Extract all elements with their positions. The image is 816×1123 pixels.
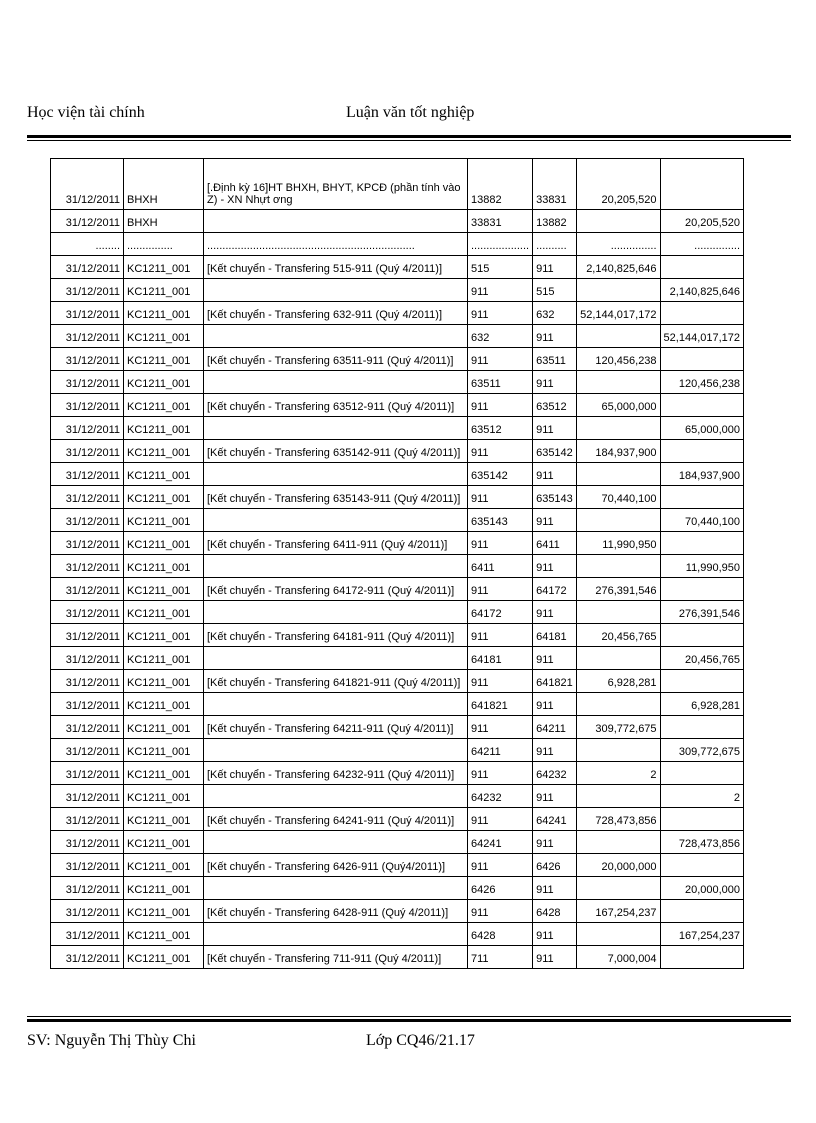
row-debit-amount: 20,456,765 <box>577 624 660 647</box>
row-credit-account: 911 <box>533 256 577 279</box>
row-credit-amount <box>660 302 743 325</box>
row-date: 31/12/2011 <box>51 578 124 601</box>
row-description <box>204 647 468 670</box>
row-debit-account: 911 <box>468 670 533 693</box>
row-date: 31/12/2011 <box>51 302 124 325</box>
row-debit-amount <box>577 923 660 946</box>
row-credit-amount: 167,254,237 <box>660 923 743 946</box>
table-row <box>51 210 744 233</box>
row-date: 31/12/2011 <box>51 532 124 555</box>
row-credit-account: 63511 <box>533 348 577 371</box>
row-description <box>204 325 468 348</box>
row-debit-amount: 309,772,675 <box>577 716 660 739</box>
table-row <box>51 670 744 693</box>
row-description: [Kết chuyển - Transfering 64211-911 (Quý 4/2011)] <box>204 716 468 739</box>
row-description: [Kết chuyển - Transfering 6426-911 (Quý4/2011)] <box>204 854 468 877</box>
table-row <box>51 486 744 509</box>
row-date: 31/12/2011 <box>51 647 124 670</box>
ledger-body <box>51 159 744 969</box>
row-doc-number: KC1211_001 <box>124 532 204 555</box>
table-row <box>51 325 744 348</box>
row-date: 31/12/2011 <box>51 624 124 647</box>
table-row <box>51 831 744 854</box>
table-row <box>51 348 744 371</box>
row-credit-amount: 70,440,100 <box>660 509 743 532</box>
row-debit-account: 911 <box>468 624 533 647</box>
row-date: 31/12/2011 <box>51 716 124 739</box>
table-row <box>51 877 744 900</box>
row-description: [Kết chuyển - Transfering 63511-911 (Quý 4/2011)] <box>204 348 468 371</box>
row-credit-amount <box>660 348 743 371</box>
row-date: 31/12/2011 <box>51 946 124 969</box>
row-debit-amount: 276,391,546 <box>577 578 660 601</box>
row-doc-number: KC1211_001 <box>124 578 204 601</box>
row-doc-number: ............... <box>124 233 204 256</box>
row-date: 31/12/2011 <box>51 854 124 877</box>
row-credit-amount: 120,456,238 <box>660 371 743 394</box>
row-credit-account: 6411 <box>533 532 577 555</box>
row-debit-account: 64241 <box>468 831 533 854</box>
row-credit-account: 911 <box>533 785 577 808</box>
row-doc-number: KC1211_001 <box>124 854 204 877</box>
row-debit-amount: 6,928,281 <box>577 670 660 693</box>
row-debit-account: 911 <box>468 854 533 877</box>
row-doc-number: KC1211_001 <box>124 509 204 532</box>
row-description: [Kết chuyển - Transfering 641821-911 (Quý 4/2011)] <box>204 670 468 693</box>
row-debit-amount: 167,254,237 <box>577 900 660 923</box>
row-credit-amount <box>660 578 743 601</box>
row-description <box>204 417 468 440</box>
row-credit-amount <box>660 946 743 969</box>
footer-rule-thick <box>27 1019 791 1022</box>
footer-rule-thin <box>27 1016 791 1017</box>
row-debit-amount <box>577 325 660 348</box>
row-credit-account: 635143 <box>533 486 577 509</box>
row-doc-number: KC1211_001 <box>124 601 204 624</box>
row-doc-number: KC1211_001 <box>124 256 204 279</box>
row-doc-number: KC1211_001 <box>124 693 204 716</box>
row-credit-amount <box>660 762 743 785</box>
row-description <box>204 210 468 233</box>
row-debit-amount: 11,990,950 <box>577 532 660 555</box>
table-row <box>51 302 744 325</box>
row-description <box>204 739 468 762</box>
row-debit-amount <box>577 463 660 486</box>
row-debit-account: 632 <box>468 325 533 348</box>
row-credit-account: 911 <box>533 647 577 670</box>
row-debit-account: 64211 <box>468 739 533 762</box>
row-credit-amount: 11,990,950 <box>660 555 743 578</box>
row-date: 31/12/2011 <box>51 279 124 302</box>
row-description: [Kết chuyển - Transfering 6428-911 (Quý 4/2011)] <box>204 900 468 923</box>
table-row <box>51 624 744 647</box>
row-description <box>204 693 468 716</box>
row-credit-amount <box>660 716 743 739</box>
row-credit-account: 632 <box>533 302 577 325</box>
row-date: 31/12/2011 <box>51 670 124 693</box>
row-credit-account: 64232 <box>533 762 577 785</box>
row-description: [Kết chuyển - Transfering 6411-911 (Quý 4/2011)] <box>204 532 468 555</box>
row-credit-amount <box>660 670 743 693</box>
row-credit-account: 911 <box>533 509 577 532</box>
row-doc-number: KC1211_001 <box>124 670 204 693</box>
row-credit-account: 911 <box>533 325 577 348</box>
row-debit-amount: 20,000,000 <box>577 854 660 877</box>
row-description: .................................................................... <box>204 233 468 256</box>
row-debit-amount <box>577 647 660 670</box>
row-credit-account: 64172 <box>533 578 577 601</box>
row-date: 31/12/2011 <box>51 440 124 463</box>
row-doc-number: KC1211_001 <box>124 624 204 647</box>
row-doc-number: KC1211_001 <box>124 279 204 302</box>
row-date: 31/12/2011 <box>51 831 124 854</box>
row-debit-amount: 52,144,017,172 <box>577 302 660 325</box>
row-debit-amount: 184,937,900 <box>577 440 660 463</box>
row-debit-account: 635143 <box>468 509 533 532</box>
row-credit-account: 911 <box>533 923 577 946</box>
row-credit-amount <box>660 624 743 647</box>
row-credit-amount: 276,391,546 <box>660 601 743 624</box>
row-debit-amount: ............... <box>577 233 660 256</box>
row-credit-amount: 728,473,856 <box>660 831 743 854</box>
row-date: 31/12/2011 <box>51 417 124 440</box>
row-description: [Kết chuyển - Transfering 64241-911 (Quý 4/2011)] <box>204 808 468 831</box>
row-debit-amount: 65,000,000 <box>577 394 660 417</box>
row-date: 31/12/2011 <box>51 325 124 348</box>
row-debit-account: 63511 <box>468 371 533 394</box>
row-credit-account: 911 <box>533 601 577 624</box>
row-debit-account: 911 <box>468 486 533 509</box>
row-debit-account: 6426 <box>468 877 533 900</box>
row-description <box>204 831 468 854</box>
row-doc-number: KC1211_001 <box>124 946 204 969</box>
header-document-title: Luận văn tốt nghiệp <box>346 104 475 121</box>
row-date: 31/12/2011 <box>51 509 124 532</box>
row-debit-amount <box>577 279 660 302</box>
table-row <box>51 371 744 394</box>
row-credit-account: 911 <box>533 555 577 578</box>
row-doc-number: KC1211_001 <box>124 348 204 371</box>
table-row <box>51 762 744 785</box>
row-date: 31/12/2011 <box>51 808 124 831</box>
row-doc-number: KC1211_001 <box>124 486 204 509</box>
row-debit-amount <box>577 831 660 854</box>
footer-class-code: Lớp CQ46/21.17 <box>366 1032 475 1049</box>
row-doc-number: KC1211_001 <box>124 555 204 578</box>
row-debit-amount <box>577 509 660 532</box>
row-doc-number: KC1211_001 <box>124 877 204 900</box>
row-credit-account: 641821 <box>533 670 577 693</box>
row-debit-account: 515 <box>468 256 533 279</box>
row-credit-amount: 2,140,825,646 <box>660 279 743 302</box>
row-description <box>204 601 468 624</box>
row-credit-amount <box>660 486 743 509</box>
row-debit-account: 911 <box>468 762 533 785</box>
row-credit-account: 911 <box>533 877 577 900</box>
row-credit-amount: 309,772,675 <box>660 739 743 762</box>
row-debit-amount: 2 <box>577 762 660 785</box>
row-debit-amount: 7,000,004 <box>577 946 660 969</box>
table-row <box>51 716 744 739</box>
row-credit-account: 6426 <box>533 854 577 877</box>
row-debit-account: 911 <box>468 394 533 417</box>
table-row <box>51 532 744 555</box>
row-date: 31/12/2011 <box>51 486 124 509</box>
table-row <box>51 159 744 210</box>
table-row <box>51 923 744 946</box>
table-row <box>51 647 744 670</box>
header-institution: Học viện tài chính <box>27 104 145 121</box>
row-credit-account: 63512 <box>533 394 577 417</box>
row-credit-amount <box>660 808 743 831</box>
table-row <box>51 739 744 762</box>
row-date: 31/12/2011 <box>51 877 124 900</box>
row-debit-account: 6411 <box>468 555 533 578</box>
row-debit-account: 13882 <box>468 159 533 210</box>
table-row <box>51 808 744 831</box>
row-description <box>204 923 468 946</box>
row-date: 31/12/2011 <box>51 785 124 808</box>
row-date: 31/12/2011 <box>51 371 124 394</box>
row-description <box>204 509 468 532</box>
row-doc-number: KC1211_001 <box>124 394 204 417</box>
row-date: 31/12/2011 <box>51 394 124 417</box>
row-debit-account: 641821 <box>468 693 533 716</box>
row-doc-number: KC1211_001 <box>124 302 204 325</box>
row-credit-amount: 184,937,900 <box>660 463 743 486</box>
table-row <box>51 900 744 923</box>
row-debit-amount <box>577 739 660 762</box>
table-row <box>51 463 744 486</box>
row-date: 31/12/2011 <box>51 463 124 486</box>
row-debit-amount <box>577 555 660 578</box>
row-debit-amount: 728,473,856 <box>577 808 660 831</box>
row-doc-number: KC1211_001 <box>124 417 204 440</box>
row-date: 31/12/2011 <box>51 900 124 923</box>
row-doc-number: KC1211_001 <box>124 785 204 808</box>
row-debit-account: 711 <box>468 946 533 969</box>
row-credit-account: 64181 <box>533 624 577 647</box>
row-description: [Kết chuyển - Transfering 635142-911 (Quý 4/2011)] <box>204 440 468 463</box>
row-date: 31/12/2011 <box>51 693 124 716</box>
row-debit-amount: 70,440,100 <box>577 486 660 509</box>
row-debit-amount: 20,205,520 <box>577 159 660 210</box>
row-description: [Kết chuyển - Transfering 63512-911 (Quý 4/2011)] <box>204 394 468 417</box>
row-date: 31/12/2011 <box>51 739 124 762</box>
row-credit-account: 64211 <box>533 716 577 739</box>
row-description: [Kết chuyển - Transfering 635143-911 (Quý 4/2011)] <box>204 486 468 509</box>
row-debit-account: 911 <box>468 900 533 923</box>
row-date: 31/12/2011 <box>51 210 124 233</box>
footer-student-name: SV: Nguyễn Thị Thùy Chi <box>27 1032 196 1049</box>
row-doc-number: KC1211_001 <box>124 923 204 946</box>
table-row <box>51 854 744 877</box>
row-description: [Kết chuyển - Transfering 64172-911 (Quý 4/2011)] <box>204 578 468 601</box>
row-description <box>204 371 468 394</box>
table-row <box>51 601 744 624</box>
row-doc-number: KC1211_001 <box>124 716 204 739</box>
row-date: 31/12/2011 <box>51 256 124 279</box>
row-debit-account: ................... <box>468 233 533 256</box>
table-row <box>51 440 744 463</box>
row-date: 31/12/2011 <box>51 762 124 785</box>
row-credit-account: 515 <box>533 279 577 302</box>
row-credit-account: 911 <box>533 946 577 969</box>
row-date: 31/12/2011 <box>51 348 124 371</box>
row-credit-account: 911 <box>533 463 577 486</box>
row-debit-amount <box>577 371 660 394</box>
row-credit-amount <box>660 159 743 210</box>
row-doc-number: KC1211_001 <box>124 762 204 785</box>
table-row <box>51 417 744 440</box>
row-credit-amount: 20,205,520 <box>660 210 743 233</box>
table-row <box>51 256 744 279</box>
table-row <box>51 785 744 808</box>
row-credit-account: 911 <box>533 371 577 394</box>
row-debit-account: 6428 <box>468 923 533 946</box>
row-credit-account: 64241 <box>533 808 577 831</box>
row-debit-amount: 120,456,238 <box>577 348 660 371</box>
row-debit-account: 911 <box>468 716 533 739</box>
row-description <box>204 877 468 900</box>
table-row <box>51 509 744 532</box>
row-credit-account: 6428 <box>533 900 577 923</box>
row-debit-amount <box>577 210 660 233</box>
row-credit-amount <box>660 394 743 417</box>
row-debit-amount: 2,140,825,646 <box>577 256 660 279</box>
row-credit-amount <box>660 256 743 279</box>
row-debit-account: 64181 <box>468 647 533 670</box>
table-row <box>51 693 744 716</box>
row-credit-amount: 6,928,281 <box>660 693 743 716</box>
table-row <box>51 394 744 417</box>
row-debit-amount <box>577 877 660 900</box>
row-credit-account: 911 <box>533 739 577 762</box>
row-credit-account: 635142 <box>533 440 577 463</box>
row-doc-number: KC1211_001 <box>124 371 204 394</box>
row-credit-amount: 52,144,017,172 <box>660 325 743 348</box>
table-row <box>51 555 744 578</box>
row-description: [Kết chuyển - Transfering 515-911 (Quý 4/2011)] <box>204 256 468 279</box>
row-credit-amount: 65,000,000 <box>660 417 743 440</box>
row-credit-account: 911 <box>533 693 577 716</box>
row-description <box>204 279 468 302</box>
row-debit-amount <box>577 785 660 808</box>
row-description: [Kết chuyển - Transfering 632-911 (Quý 4/2011)] <box>204 302 468 325</box>
row-debit-account: 63512 <box>468 417 533 440</box>
row-credit-amount <box>660 532 743 555</box>
row-credit-account: .......... <box>533 233 577 256</box>
row-doc-number: KC1211_001 <box>124 647 204 670</box>
table-row <box>51 946 744 969</box>
row-debit-account: 64172 <box>468 601 533 624</box>
row-credit-amount: 20,456,765 <box>660 647 743 670</box>
row-credit-amount <box>660 854 743 877</box>
row-credit-account: 33831 <box>533 159 577 210</box>
row-doc-number: BHXH <box>124 210 204 233</box>
row-debit-account: 911 <box>468 532 533 555</box>
row-description <box>204 785 468 808</box>
row-debit-account: 911 <box>468 302 533 325</box>
row-debit-account: 911 <box>468 440 533 463</box>
row-debit-account: 911 <box>468 279 533 302</box>
row-date: 31/12/2011 <box>51 601 124 624</box>
row-debit-amount <box>577 417 660 440</box>
row-doc-number: BHXH <box>124 159 204 210</box>
row-doc-number: KC1211_001 <box>124 325 204 348</box>
row-doc-number: KC1211_001 <box>124 831 204 854</box>
row-credit-amount: 20,000,000 <box>660 877 743 900</box>
row-debit-amount <box>577 693 660 716</box>
row-date: 31/12/2011 <box>51 923 124 946</box>
table-row <box>51 578 744 601</box>
row-doc-number: KC1211_001 <box>124 739 204 762</box>
row-credit-account: 13882 <box>533 210 577 233</box>
row-credit-amount <box>660 900 743 923</box>
row-debit-account: 33831 <box>468 210 533 233</box>
row-description: [Kết chuyển - Transfering 64181-911 (Quý 4/2011)] <box>204 624 468 647</box>
row-credit-amount: ............... <box>660 233 743 256</box>
row-doc-number: KC1211_001 <box>124 808 204 831</box>
row-debit-amount <box>577 601 660 624</box>
row-credit-account: 911 <box>533 417 577 440</box>
row-debit-account: 911 <box>468 808 533 831</box>
row-doc-number: KC1211_001 <box>124 900 204 923</box>
row-credit-account: 911 <box>533 831 577 854</box>
header-rule-thin <box>27 140 791 141</box>
row-debit-account: 911 <box>468 578 533 601</box>
header-rule-thick <box>27 135 791 138</box>
row-description: [.Định kỳ 16]HT BHXH, BHYT, KPCĐ (phần tính vào Z) - XN Nhựt ơng <box>204 159 468 210</box>
row-debit-account: 64232 <box>468 785 533 808</box>
row-description: [Kết chuyển - Transfering 64232-911 (Quý 4/2011)] <box>204 762 468 785</box>
row-description: [Kết chuyển - Transfering 711-911 (Quý 4/2011)] <box>204 946 468 969</box>
row-doc-number: KC1211_001 <box>124 463 204 486</box>
row-date: 31/12/2011 <box>51 159 124 210</box>
row-doc-number: KC1211_001 <box>124 440 204 463</box>
table-row <box>51 279 744 302</box>
row-date: 31/12/2011 <box>51 555 124 578</box>
row-debit-account: 635142 <box>468 463 533 486</box>
ledger-table <box>50 158 744 969</box>
row-description <box>204 555 468 578</box>
row-debit-account: 911 <box>468 348 533 371</box>
row-credit-amount: 2 <box>660 785 743 808</box>
row-credit-amount <box>660 440 743 463</box>
table-row <box>51 233 744 256</box>
row-description <box>204 463 468 486</box>
row-date: ........ <box>51 233 124 256</box>
